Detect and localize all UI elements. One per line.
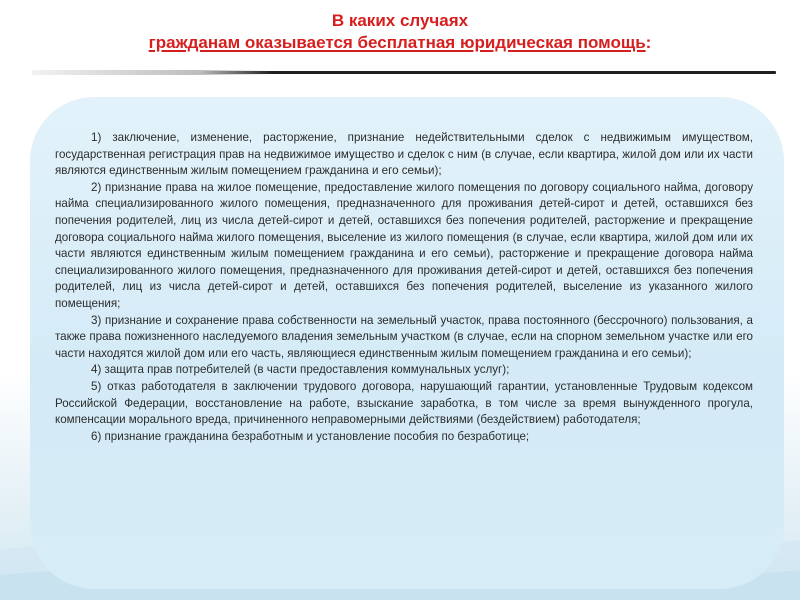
- list-item: 2) признание права на жилое помещение, предоставление жилого помещения по договору социального найма, договору найма специализированного жилого помещения, предназначенного для проживания детей-сирот и детей, оставшихся без попечения родителей, лиц из числа детей-сирот и детей, оставшихся без попечения родителей, расторжение и прекращение договора социального найма жилого помещения, выселение из жилого помещения (в случае, если квартира, жилой дом или их части являются единственным жилым помещением гражданина и его семьи), расторжение и прекращение договора найма специализированного жилого помещения, предназначенного для проживания детей-сирот и детей, оставшихся без попечения родителей, лиц из числа детей-сирот и детей, оставшихся без попечения родителей, выселение из указанного жилого помещения;: [55, 180, 753, 310]
- title-line-2-wrap: [0, 32, 800, 54]
- list-item: 3) признание и сохранение права собственности на земельный участок, права постоянного (бессрочного) пользования, а также права пожизненного наследуемого владения земельным участком (в случае, если на спорном земельном участке или его части находятся жилой дом или его часть, являющиеся единственным жилым помещением гражданина и его семьи);: [55, 313, 753, 360]
- legal-aid-list: [55, 130, 753, 445]
- list-item: 5) отказ работодателя в заключении трудового договора, нарушающий гарантии, установленные Трудовым кодексом Российской Федерации, восстановление на работе, взыскание заработка, в том числе за время вынужденного прогула, компенсации морального вреда, причиненного неправомерными действиями (бездействием) работодателя;: [55, 379, 753, 427]
- list-item: 4) защита прав потребителей (в части предоставления коммунальных услуг);: [91, 363, 510, 377]
- page-title: [0, 10, 800, 54]
- list-item: 6) признание гражданина безработным и установление пособия по безработице;: [91, 429, 530, 443]
- title-line-1: В каких случаях: [331, 11, 469, 30]
- title-divider: [32, 70, 776, 75]
- title-colon: :: [645, 33, 652, 52]
- list-item: 1) заключение, изменение, расторжение, признание недействительными сделок с недвижимым имуществом, государственная регистрация прав на недвижимое имущество и сделок с ним (в случае, если квартира, жилой дом или их части являются единственным жилым помещением гражданина и его семьи);: [55, 131, 753, 178]
- title-line-2: гражданам оказывается бесплатная юридическая помощь: [148, 33, 646, 52]
- divider-highlight: [32, 70, 272, 75]
